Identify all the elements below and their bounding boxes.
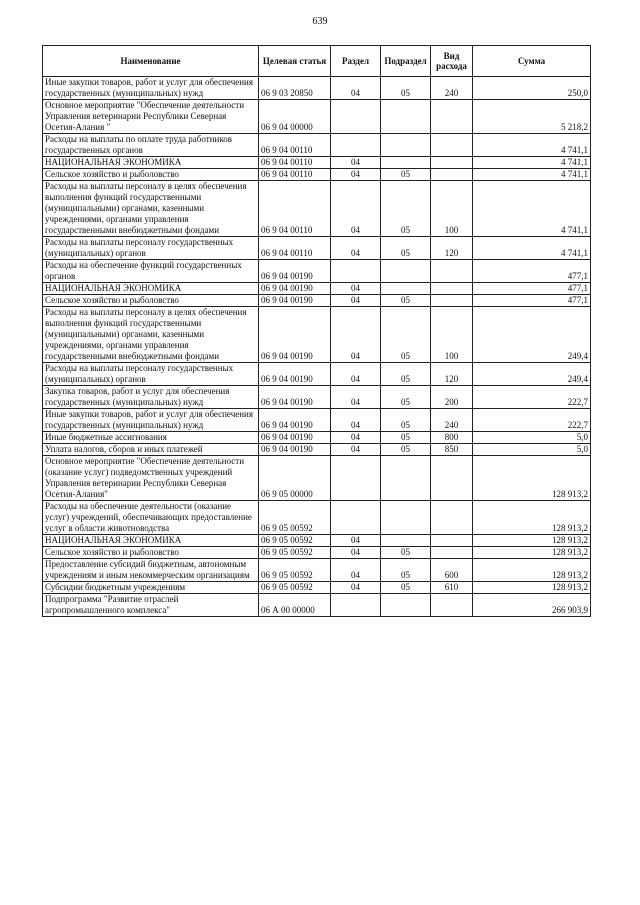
cell-article: 06 9 04 00190	[259, 295, 331, 307]
cell-section	[331, 134, 381, 157]
cell-sum: 266 903,9	[473, 594, 591, 617]
cell-name: Расходы на обеспечение деятельности (оказание услуг) учреждений, обеспечивающих предоставление услуг в области животноводства	[43, 501, 259, 535]
cell-article: 06 9 04 00110	[259, 169, 331, 181]
cell-subsection	[381, 100, 431, 134]
cell-article: 06 9 04 00190	[259, 386, 331, 409]
cell-expense-type	[431, 535, 473, 547]
cell-subsection: 05	[381, 444, 431, 456]
table-row	[43, 501, 591, 535]
cell-sum: 128 913,2	[473, 547, 591, 559]
cell-section	[331, 456, 381, 501]
table-row	[43, 582, 591, 594]
table-row	[43, 559, 591, 582]
cell-article: 06 9 04 00110	[259, 157, 331, 169]
cell-subsection	[381, 134, 431, 157]
cell-subsection: 05	[381, 582, 431, 594]
cell-subsection: 05	[381, 363, 431, 386]
cell-section: 04	[331, 157, 381, 169]
cell-subsection: 05	[381, 432, 431, 444]
cell-article: 06 9 04 00000	[259, 100, 331, 134]
cell-section: 04	[331, 559, 381, 582]
cell-expense-type: 100	[431, 307, 473, 363]
cell-article: 06 9 04 00190	[259, 363, 331, 386]
cell-section: 04	[331, 307, 381, 363]
cell-sum: 128 913,2	[473, 501, 591, 535]
cell-expense-type	[431, 295, 473, 307]
cell-article: 06 9 04 00190	[259, 307, 331, 363]
cell-section: 04	[331, 444, 381, 456]
cell-expense-type	[431, 456, 473, 501]
cell-sum: 477,1	[473, 283, 591, 295]
cell-article: 06 9 04 00110	[259, 237, 331, 260]
cell-article: 06 9 05 00592	[259, 582, 331, 594]
cell-section: 04	[331, 386, 381, 409]
cell-name: Расходы на выплаты персоналу государственных (муниципальных) органов	[43, 363, 259, 386]
cell-expense-type	[431, 501, 473, 535]
table-row	[43, 456, 591, 501]
table-row	[43, 260, 591, 283]
cell-expense-type: 850	[431, 444, 473, 456]
cell-subsection	[381, 260, 431, 283]
cell-article: 06 9 05 00592	[259, 559, 331, 582]
cell-name: Иные закупки товаров, работ и услуг для обеспечения государственных (муниципальных) нужд	[43, 409, 259, 432]
cell-sum: 4 741,1	[473, 181, 591, 237]
cell-subsection: 05	[381, 409, 431, 432]
cell-sum: 4 741,1	[473, 169, 591, 181]
header-name: Наименование	[43, 46, 259, 77]
cell-name: Основное мероприятие "Обеспечение деятельности Управления ветеринарии Республики Северная Осетия-Алания "	[43, 100, 259, 134]
cell-section: 04	[331, 432, 381, 444]
cell-subsection	[381, 157, 431, 169]
table-row	[43, 157, 591, 169]
cell-subsection: 05	[381, 386, 431, 409]
cell-section: 04	[331, 582, 381, 594]
page-number: 639	[312, 16, 328, 27]
cell-section: 04	[331, 283, 381, 295]
cell-sum: 128 913,2	[473, 559, 591, 582]
cell-article: 06 9 04 00190	[259, 260, 331, 283]
cell-sum: 477,1	[473, 260, 591, 283]
cell-section: 04	[331, 169, 381, 181]
cell-sum: 4 741,1	[473, 157, 591, 169]
cell-article: 06 9 04 00190	[259, 409, 331, 432]
cell-sum: 249,4	[473, 363, 591, 386]
cell-name: Сельское хозяйство и рыболовство	[43, 547, 259, 559]
cell-article: 06 А 00 00000	[259, 594, 331, 617]
table-row	[43, 594, 591, 617]
table-body	[43, 77, 591, 617]
cell-expense-type: 200	[431, 386, 473, 409]
cell-section	[331, 100, 381, 134]
table-row	[43, 444, 591, 456]
cell-subsection	[381, 535, 431, 547]
table-row	[43, 535, 591, 547]
cell-name: Предоставление субсидий бюджетным, автономным учреждениям и иным некоммерческим организациям	[43, 559, 259, 582]
cell-expense-type	[431, 100, 473, 134]
cell-name: Расходы на выплаты персоналу в целях обеспечения выполнения функций государственными (муниципальными) органами, казенными учреждениями, органами управления государственными внебюджетными фондами	[43, 181, 259, 237]
cell-article: 06 9 05 00592	[259, 501, 331, 535]
cell-sum: 5,0	[473, 432, 591, 444]
cell-sum: 128 913,2	[473, 582, 591, 594]
cell-section: 04	[331, 181, 381, 237]
cell-sum: 128 913,2	[473, 456, 591, 501]
cell-expense-type	[431, 547, 473, 559]
cell-section: 04	[331, 535, 381, 547]
cell-expense-type: 800	[431, 432, 473, 444]
cell-sum: 222,7	[473, 386, 591, 409]
cell-expense-type	[431, 260, 473, 283]
cell-expense-type	[431, 134, 473, 157]
table-row	[43, 134, 591, 157]
cell-subsection: 05	[381, 237, 431, 260]
header-expense-type: Вид расхода	[431, 46, 473, 77]
cell-sum: 4 741,1	[473, 237, 591, 260]
cell-article: 06 9 05 00592	[259, 547, 331, 559]
table-row	[43, 77, 591, 100]
budget-table	[42, 45, 591, 617]
cell-article: 06 9 04 00110	[259, 134, 331, 157]
cell-sum: 5,0	[473, 444, 591, 456]
cell-subsection	[381, 594, 431, 617]
table-row	[43, 409, 591, 432]
cell-subsection: 05	[381, 169, 431, 181]
cell-subsection: 05	[381, 181, 431, 237]
cell-sum: 5 218,2	[473, 100, 591, 134]
cell-name: Закупка товаров, работ и услуг для обеспечения государственных (муниципальных) нужд	[43, 386, 259, 409]
cell-expense-type: 100	[431, 181, 473, 237]
cell-article: 06 9 04 00190	[259, 432, 331, 444]
table-row	[43, 100, 591, 134]
table-row	[43, 169, 591, 181]
cell-name: Расходы на выплаты персоналу в целях обеспечения выполнения функций государственными (муниципальными) органами, казенными учреждениями, органами управления государственными внебюджетными фондами	[43, 307, 259, 363]
cell-subsection: 05	[381, 295, 431, 307]
cell-sum: 128 913,2	[473, 535, 591, 547]
cell-name: Расходы на обеспечение функций государственных органов	[43, 260, 259, 283]
cell-expense-type: 120	[431, 363, 473, 386]
cell-section: 04	[331, 547, 381, 559]
cell-article: 06 9 05 00592	[259, 535, 331, 547]
cell-subsection	[381, 283, 431, 295]
cell-name: Расходы на выплаты персоналу государственных (муниципальных) органов	[43, 237, 259, 260]
cell-section	[331, 501, 381, 535]
cell-expense-type	[431, 157, 473, 169]
cell-name: НАЦИОНАЛЬНАЯ ЭКОНОМИКА	[43, 157, 259, 169]
header-subsection: Подраздел	[381, 46, 431, 77]
cell-article: 06 9 05 00000	[259, 456, 331, 501]
cell-name: Сельское хозяйство и рыболовство	[43, 295, 259, 307]
cell-name: Уплата налогов, сборов и иных платежей	[43, 444, 259, 456]
cell-sum: 250,0	[473, 77, 591, 100]
table-row	[43, 237, 591, 260]
table-row	[43, 386, 591, 409]
cell-sum: 477,1	[473, 295, 591, 307]
cell-sum: 222,7	[473, 409, 591, 432]
header-section: Раздел	[331, 46, 381, 77]
cell-name: Субсидии бюджетным учреждениям	[43, 582, 259, 594]
cell-subsection: 05	[381, 559, 431, 582]
cell-expense-type: 600	[431, 559, 473, 582]
cell-name: Иные закупки товаров, работ и услуг для обеспечения государственных (муниципальных) нужд	[43, 77, 259, 100]
cell-subsection: 05	[381, 547, 431, 559]
cell-name: Иные бюджетные ассигнования	[43, 432, 259, 444]
cell-expense-type	[431, 594, 473, 617]
cell-section	[331, 260, 381, 283]
cell-name: Сельское хозяйство и рыболовство	[43, 169, 259, 181]
cell-name: НАЦИОНАЛЬНАЯ ЭКОНОМИКА	[43, 283, 259, 295]
cell-name: Расходы на выплаты по оплате труда работников государственных органов	[43, 134, 259, 157]
header-sum: Сумма	[473, 46, 591, 77]
cell-article: 06 9 03 20850	[259, 77, 331, 100]
table-row	[43, 181, 591, 237]
cell-sum: 4 741,1	[473, 134, 591, 157]
cell-name: Основное мероприятие "Обеспечение деятельности (оказание услуг) подведомственных учреждений Управления ветеринарии Республики Северная Осетия-Алания"	[43, 456, 259, 501]
cell-subsection: 05	[381, 307, 431, 363]
table-row	[43, 283, 591, 295]
cell-name: НАЦИОНАЛЬНАЯ ЭКОНОМИКА	[43, 535, 259, 547]
cell-expense-type	[431, 283, 473, 295]
cell-section: 04	[331, 363, 381, 386]
cell-section: 04	[331, 409, 381, 432]
cell-article: 06 9 04 00190	[259, 283, 331, 295]
cell-article: 06 9 04 00110	[259, 181, 331, 237]
cell-section: 04	[331, 295, 381, 307]
cell-expense-type: 610	[431, 582, 473, 594]
cell-expense-type: 240	[431, 77, 473, 100]
cell-section	[331, 594, 381, 617]
cell-expense-type: 240	[431, 409, 473, 432]
cell-section: 04	[331, 77, 381, 100]
cell-subsection	[381, 501, 431, 535]
cell-subsection: 05	[381, 77, 431, 100]
cell-sum: 249,4	[473, 307, 591, 363]
cell-expense-type	[431, 169, 473, 181]
cell-expense-type: 120	[431, 237, 473, 260]
table-row	[43, 547, 591, 559]
cell-article: 06 9 04 00190	[259, 444, 331, 456]
table-row	[43, 295, 591, 307]
table-row	[43, 363, 591, 386]
cell-subsection	[381, 456, 431, 501]
cell-section: 04	[331, 237, 381, 260]
table-row	[43, 432, 591, 444]
table-header-row	[43, 46, 591, 77]
header-article: Целевая статья	[259, 46, 331, 77]
table-row	[43, 307, 591, 363]
cell-name: Подпрограмма "Развитие отраслей агропромышленного комплекса"	[43, 594, 259, 617]
